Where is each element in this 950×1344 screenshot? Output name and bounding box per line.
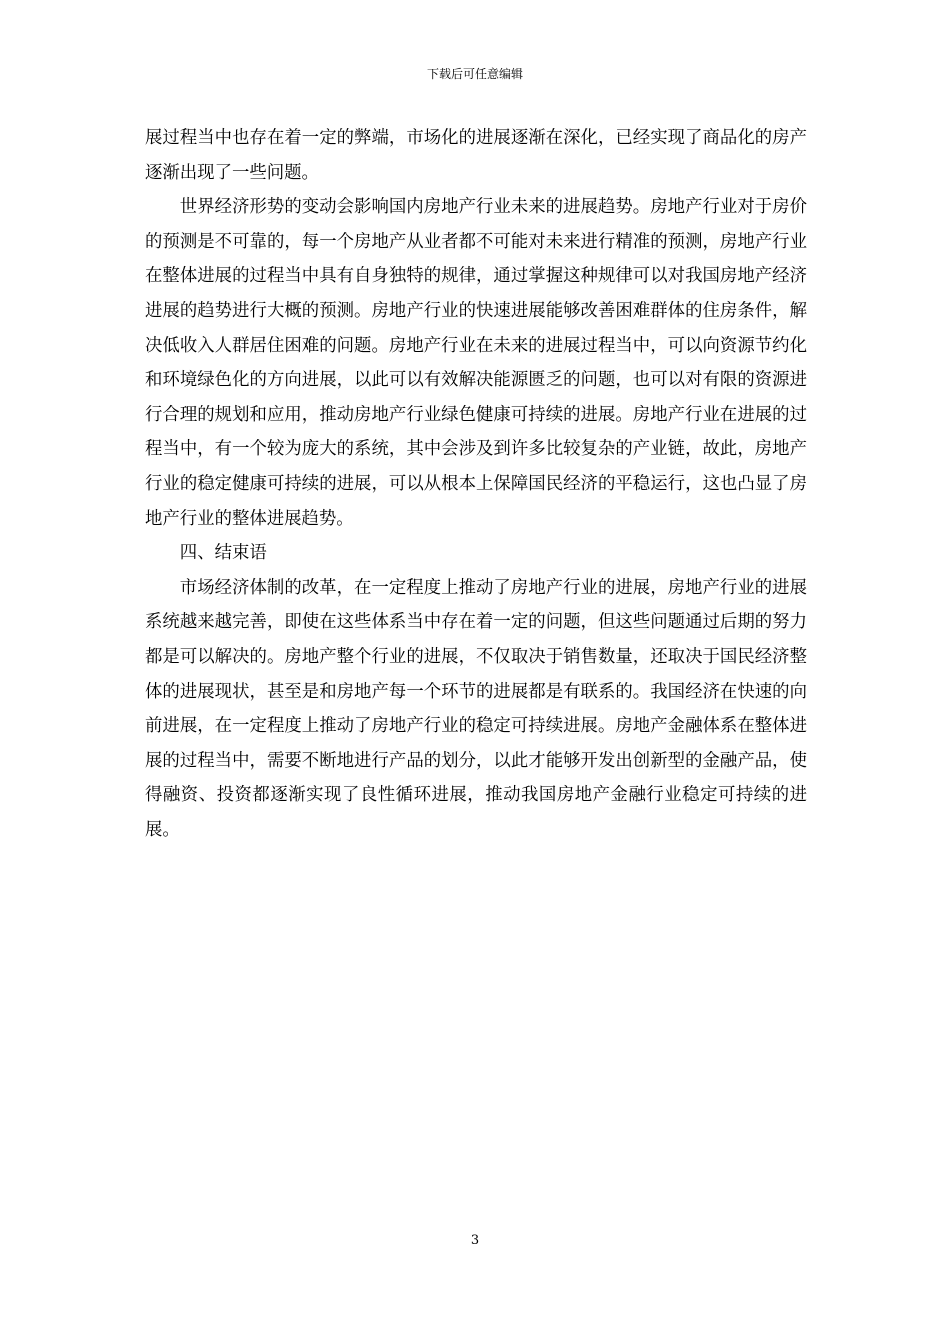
paragraph-trend: 世界经济形势的变动会影响国内房地产行业未来的进展趋势。房地产行业对于房价的预测是不可靠的，每一个房地产从业者都不可能对未来进行精准的预测，房地产行业在整体进展的过程当中具有自身独特的规律，通过掌握这种规律可以对我国房地产经济进展的趋势进行大概的预测。房地产行业的快速进展能够改善困难群体的住房条件，解决低收入人群居住困难的问题。房地产行业在未来的进展过程当中，可以向资源节约化和环境绿色化的方向进展，以此可以有效解决能源匮乏的问题，也可以对有限的资源进行合理的规划和应用，推动房地产行业绿色健康可持续的进展。房地产行业在进展的过程当中，有一个较为庞大的系统，其中会涉及到许多比较复杂的产业链，故此，房地产行业的稳定健康可持续的进展，可以从根本上保障国民经济的平稳运行，这也凸显了房地产行业的整体进展趋势。 <box>145 197 807 529</box>
section-heading-conclusion: 四、结束语 <box>179 543 267 564</box>
page-number: 3 <box>470 1233 480 1248</box>
page-header: 下载后可任意编辑 <box>426 67 523 81</box>
paragraph-continuation: 展过程当中也存在着一定的弊端，市场化的进展逐渐在深化，已经实现了商品化的房产逐渐出现了一些问题。 <box>145 128 807 183</box>
document-body <box>145 121 807 847</box>
paragraph-conclusion: 市场经济体制的改革，在一定程度上推动了房地产行业的进展，房地产行业的进展系统越来越完善，即使在这些体系当中存在着一定的问题，但这些问题通过后期的努力都是可以解决的。房地产整个行业的进展，不仅取决于销售数量，还取决于国民经济整体的进展现状，甚至是和房地产每一个环节的进展都是有联系的。我国经济在快速的向前进展，在一定程度上推动了房地产行业的稳定可持续进展。房地产金融体系在整体进展的过程当中，需要不断地进行产品的划分，以此才能够开发出创新型的金融产品，使得融资、投资都逐渐实现了良性循环进展，推动我国房地产金融行业稳定可持续的进展。 <box>145 577 807 840</box>
